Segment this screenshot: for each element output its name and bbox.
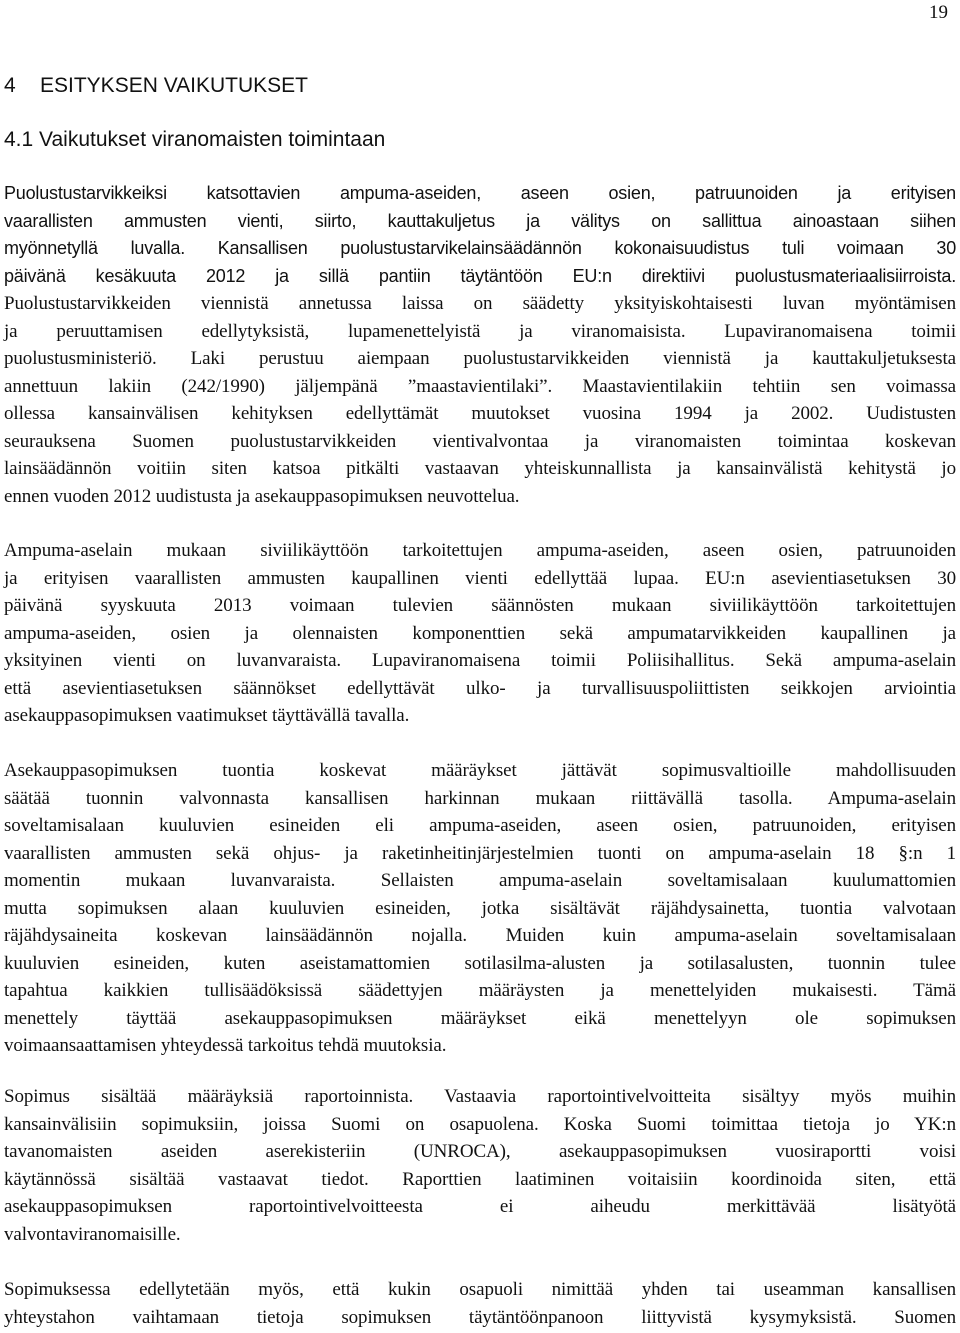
paragraph-reporting	[4, 1083, 956, 1248]
text-line: että asevientiasetuksen säännökset edellyttävät ulko- ja turvallisuuspoliittisten seikkojen arviointia	[4, 677, 956, 699]
paragraph-firearms-law	[4, 537, 956, 730]
text-line: voimaansaattamisen yhteydessä tarkoitus tehdä muutoksia.	[4, 1035, 447, 1056]
text-line: räjähdysaineita koskevan lainsäädännön nojalla. Muiden kuin ampuma-aselain soveltamisalaan	[4, 925, 956, 946]
text-line: yhteystahon vaihtamaan tietoja sopimuksen täytäntöönpanoon liittyvistä kysymyksistä. Suomen	[4, 1306, 956, 1328]
text-line: menettely täyttää asekauppasopimuksen määräykset eikä menettelyyn ole sopimuksen	[4, 1007, 956, 1029]
text-line: Sopimus sisältää määräyksiä raportoinnista. Vastaavia raportointivelvoitteita sisältyy myös muihin	[4, 1086, 956, 1107]
text-line: käytännössä sisältää vastaavat tiedot. Raporttien laatiminen voitaisiin koordinoida siten, että	[4, 1168, 956, 1190]
text-line: momentin mukaan luvanvaraista. Sellaisten ampuma-aselain soveltamisalaan kuulumattomien	[4, 870, 956, 891]
text-line: ja erityisen vaarallisten ammusten kaupallinen vienti edellyttää lupaa. EU:n asevientiasetuksen 30	[4, 567, 956, 589]
page-number: 19	[929, 2, 948, 23]
paragraph-contact-points	[4, 1276, 956, 1331]
section-number: 4	[4, 74, 16, 97]
text-line: asekauppasopimuksen raportointivelvoitteesta ei aiheudu merkittävää lisätyötä	[4, 1196, 956, 1217]
subsection-heading: 4.1 Vaikutukset viranomaisten toimintaan	[4, 128, 386, 151]
text-line: Ampuma-aselain mukaan siviilikäyttöön tarkoitettujen ampuma-aseiden, aseen osien, patruunoiden	[4, 540, 956, 561]
text-line: ja peruuttamisen edellytyksistä, lupamenettelyistä ja viranomaisista. Lupaviranomaisena toimii	[4, 320, 956, 342]
text-line: vaarallisten ammusten sekä ohjus- ja raketinheitinjärjestelmien tuonti on ampuma-aselain 18 §:n 1	[4, 842, 956, 864]
text-line: Sopimuksessa edellytetään myös, että kukin osapuoli nimittää yhden tai useamman kansallisen	[4, 1279, 956, 1300]
text-line: säätää tuonnin valvonnasta kansallisen harkinnan mukaan riittävällä tasolla. Ampuma-aselain	[4, 787, 956, 809]
text-line: kansainvälisiin sopimuksiin, joissa Suomi on osapuolena. Koska Suomi toimittaa tietoja jo YK:n	[4, 1113, 956, 1135]
text-line: ollessa kansainvälisen kehityksen edellyttämät muutokset vuosina 1994 ja 2002. Uudistusten	[4, 403, 956, 424]
section-title: ESITYKSEN VAIKUTUKSET	[40, 74, 309, 97]
text-line: asekauppasopimuksen vaatimukset täyttävällä tavalla.	[4, 705, 410, 726]
text-line: Puolustustarvikkeiden viennistä annetussa laissa on säädetty yksityiskohtaisesti luvan myöntämisen	[4, 293, 956, 314]
text-line: seurauksena Suomen puolustustarvikkeiden vientivalvontaa ja viranomaisten toimintaa koskevan	[4, 430, 956, 452]
text-line: valvontaviranomaisille.	[4, 1223, 181, 1245]
paragraph-import-provisions	[4, 757, 956, 1060]
text-line: kuuluvien esineiden, kuten aseistamattomien sotilasilma-alusten ja sotilasalusten, tuonnin tulee	[4, 952, 956, 974]
text-line: soveltamisalaan kuuluvien esineiden eli ampuma-aseiden, aseen osien, patruunoiden, erityisen	[4, 815, 956, 836]
text-line: mutta sopimuksen alaan kuuluvien esineiden, jotka sisältävät räjähdysainetta, tuontia valvotaan	[4, 897, 956, 919]
paragraph-export-control-law	[4, 180, 956, 510]
text-line: ennen vuoden 2012 uudistusta ja asekauppasopimuksen neuvottelua.	[4, 485, 520, 507]
text-line: Asekauppasopimuksen tuontia koskevat määräykset jättävät sopimusvaltioille mahdollisuuden	[4, 760, 956, 781]
text-line: päivänä kesäkuuta 2012 ja sillä pantiin täytäntöön EU:n direktiivi puolustusmateriaalisiirroista.	[4, 265, 956, 286]
text-line: ampuma-aseiden, osien ja olennaisten komponenttien sekä ampumatarvikkeiden kaupallinen ja	[4, 622, 956, 644]
text-line: Puolustustarvikkeiksi katsottavien ampuma-aseiden, aseen osien, patruunoiden ja erityisen	[4, 183, 956, 203]
section-heading	[4, 72, 308, 100]
text-line: päivänä syyskuuta 2013 voimaan tulevien säännösten mukaan siviilikäyttöön tarkoitettujen	[4, 595, 956, 616]
text-line: vaarallisten ammusten vienti, siirto, kauttakuljetus ja välitys on sallittua ainoastaan siihen	[4, 210, 956, 231]
text-line: annettuun lakiin (242/1990) jäljempänä ”maastavientilaki”. Maastavientilakiin tehtiin sen voimassa	[4, 375, 956, 397]
text-line: puolustusministeriö. Laki perustuu aiempaan puolustustarvikkeiden viennistä ja kauttakuljetuksesta	[4, 348, 956, 369]
text-line: lainsäädännön voitiin siten katsoa pitkälti vastaavan yhteiskunnallista ja kansainvälistä kehitystä jo	[4, 458, 956, 479]
text-line: myönnetyllä luvalla. Kansallisen puolustustarvikelainsäädännön kokonaisuudistus tuli voimaan 30	[4, 238, 956, 258]
text-line: tavanomaisten aseiden aserekisteriin (UNROCA), asekauppasopimuksen vuosiraportti voisi	[4, 1141, 956, 1162]
text-line: yksityinen vienti on luvanvaraista. Lupaviranomaisena toimii Poliisihallitus. Sekä ampuma-aselain	[4, 650, 956, 671]
text-line: tapahtua kaikkien tullisäädöksissä säädettyjen määräysten ja menettelyiden mukaisesti. Tämä	[4, 980, 956, 1001]
